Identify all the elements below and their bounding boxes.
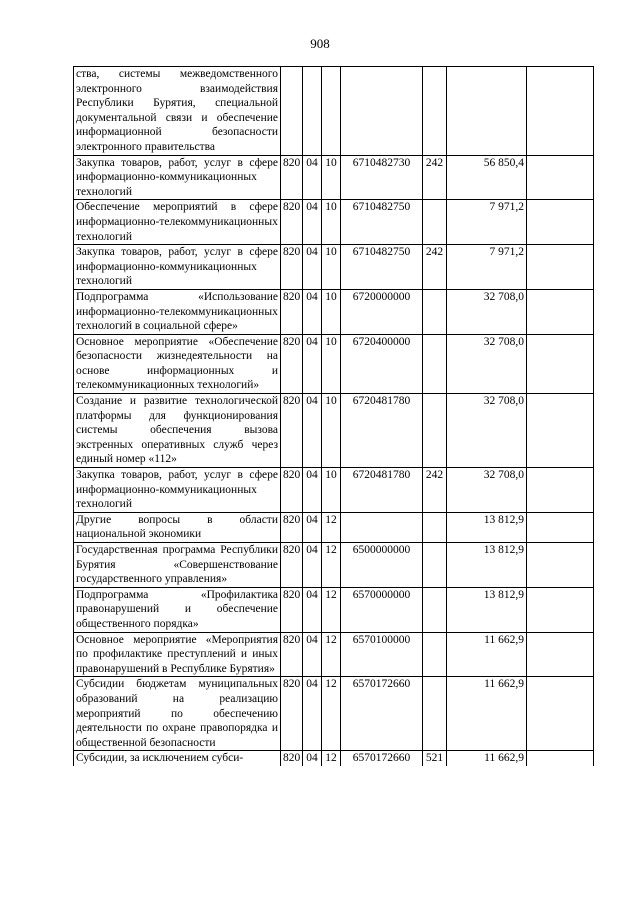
row-sum-cell: 56 850,4 bbox=[447, 155, 527, 200]
row-empty-cell bbox=[527, 512, 594, 542]
row-empty-cell bbox=[527, 245, 594, 290]
row-name-cell: Основное мероприятие «Обеспечение безопасности жизнедеятельности на основе информационных и телекоммуникационных технологий» bbox=[74, 334, 281, 393]
row-name-cell: Другие вопросы в области национальной экономики bbox=[74, 512, 281, 542]
row-empty-cell bbox=[527, 543, 594, 588]
row-empty-cell bbox=[527, 468, 594, 513]
row-empty-cell bbox=[527, 334, 594, 393]
row-vr-cell bbox=[423, 512, 447, 542]
row-vr-cell bbox=[423, 334, 447, 393]
row-sum-cell: 13 812,9 bbox=[447, 512, 527, 542]
row-pr-cell: 10 bbox=[322, 245, 341, 290]
row-csr-cell: 6570000000 bbox=[341, 587, 423, 632]
table-row bbox=[74, 245, 594, 290]
row-csr-cell: 6500000000 bbox=[341, 543, 423, 588]
row-ved-cell: 820 bbox=[281, 289, 303, 334]
table-row bbox=[74, 289, 594, 334]
row-name-cell: Субсидии бюджетам муниципальных образований на реализацию мероприятий по обеспечению деятельности по охране правопорядка и общественной безопасности bbox=[74, 677, 281, 751]
row-csr-cell: 6720481780 bbox=[341, 394, 423, 468]
row-ved-cell: 820 bbox=[281, 677, 303, 751]
row-csr-cell: 6710482750 bbox=[341, 200, 423, 245]
row-sum-cell bbox=[447, 67, 527, 156]
row-ved-cell: 820 bbox=[281, 200, 303, 245]
row-pr-cell: 10 bbox=[322, 334, 341, 393]
row-vr-cell bbox=[423, 289, 447, 334]
table-row bbox=[74, 200, 594, 245]
row-ved-cell: 820 bbox=[281, 245, 303, 290]
row-name-cell: Закупка товаров, работ, услуг в сфере информационно-коммуникационных технологий bbox=[74, 468, 281, 513]
row-name-cell: Государственная программа Республики Бурятия «Совершенствование государственного управления» bbox=[74, 543, 281, 588]
row-empty-cell bbox=[527, 394, 594, 468]
row-csr-cell bbox=[341, 512, 423, 542]
row-pr-cell: 10 bbox=[322, 468, 341, 513]
row-ved-cell bbox=[281, 67, 303, 156]
row-pr-cell: 12 bbox=[322, 751, 341, 766]
row-ved-cell: 820 bbox=[281, 512, 303, 542]
row-vr-cell bbox=[423, 67, 447, 156]
row-rz-cell: 04 bbox=[303, 200, 322, 245]
row-rz-cell: 04 bbox=[303, 543, 322, 588]
row-ved-cell: 820 bbox=[281, 155, 303, 200]
table-row bbox=[74, 67, 594, 156]
row-pr-cell: 12 bbox=[322, 632, 341, 677]
row-csr-cell: 6710482750 bbox=[341, 245, 423, 290]
row-ved-cell: 820 bbox=[281, 334, 303, 393]
row-ved-cell: 820 bbox=[281, 543, 303, 588]
row-vr-cell bbox=[423, 632, 447, 677]
row-vr-cell: 242 bbox=[423, 468, 447, 513]
row-empty-cell bbox=[527, 67, 594, 156]
row-sum-cell: 11 662,9 bbox=[447, 751, 527, 766]
row-sum-cell: 32 708,0 bbox=[447, 394, 527, 468]
row-name-cell: Закупка товаров, работ, услуг в сфере информационно-коммуникационных технологий bbox=[74, 155, 281, 200]
row-rz-cell: 04 bbox=[303, 394, 322, 468]
row-sum-cell: 7 971,2 bbox=[447, 200, 527, 245]
row-vr-cell: 521 bbox=[423, 751, 447, 766]
row-vr-cell bbox=[423, 677, 447, 751]
row-rz-cell bbox=[303, 67, 322, 156]
row-pr-cell: 12 bbox=[322, 677, 341, 751]
table-row bbox=[74, 512, 594, 542]
row-csr-cell bbox=[341, 67, 423, 156]
row-sum-cell: 13 812,9 bbox=[447, 543, 527, 588]
row-pr-cell: 10 bbox=[322, 289, 341, 334]
row-empty-cell bbox=[527, 155, 594, 200]
row-vr-cell bbox=[423, 587, 447, 632]
row-sum-cell: 7 971,2 bbox=[447, 245, 527, 290]
row-ved-cell: 820 bbox=[281, 468, 303, 513]
row-rz-cell: 04 bbox=[303, 468, 322, 513]
row-csr-cell: 6710482730 bbox=[341, 155, 423, 200]
row-vr-cell bbox=[423, 394, 447, 468]
row-rz-cell: 04 bbox=[303, 512, 322, 542]
row-vr-cell bbox=[423, 200, 447, 245]
table-row bbox=[74, 155, 594, 200]
table-row bbox=[74, 677, 594, 751]
row-empty-cell bbox=[527, 200, 594, 245]
budget-table bbox=[73, 66, 594, 766]
row-rz-cell: 04 bbox=[303, 334, 322, 393]
table-row bbox=[74, 394, 594, 468]
table-row bbox=[74, 751, 594, 766]
row-csr-cell: 6570172660 bbox=[341, 677, 423, 751]
row-pr-cell: 10 bbox=[322, 394, 341, 468]
row-name-cell: Подпрограмма «Профилактика правонарушений и обеспечение общественного порядка» bbox=[74, 587, 281, 632]
page-number: 908 bbox=[310, 36, 330, 51]
row-sum-cell: 32 708,0 bbox=[447, 289, 527, 334]
row-vr-cell: 242 bbox=[423, 245, 447, 290]
row-sum-cell: 32 708,0 bbox=[447, 334, 527, 393]
table-body bbox=[74, 67, 594, 766]
row-sum-cell: 32 708,0 bbox=[447, 468, 527, 513]
row-pr-cell bbox=[322, 67, 341, 156]
row-ved-cell: 820 bbox=[281, 587, 303, 632]
row-rz-cell: 04 bbox=[303, 751, 322, 766]
row-sum-cell: 13 812,9 bbox=[447, 587, 527, 632]
row-pr-cell: 12 bbox=[322, 512, 341, 542]
row-name-cell: Создание и развитие технологической платформы для функционирования системы обеспечения вызова экстренных оперативных служб через единый номер «112» bbox=[74, 394, 281, 468]
row-csr-cell: 6720400000 bbox=[341, 334, 423, 393]
row-rz-cell: 04 bbox=[303, 289, 322, 334]
row-rz-cell: 04 bbox=[303, 677, 322, 751]
row-pr-cell: 12 bbox=[322, 543, 341, 588]
row-vr-cell bbox=[423, 543, 447, 588]
table-row bbox=[74, 334, 594, 393]
row-empty-cell bbox=[527, 632, 594, 677]
row-name-cell: Основное мероприятие «Мероприятия по профилактике преступлений и иных правонарушений в Республике Бурятия» bbox=[74, 632, 281, 677]
row-rz-cell: 04 bbox=[303, 632, 322, 677]
row-sum-cell: 11 662,9 bbox=[447, 677, 527, 751]
row-empty-cell bbox=[527, 289, 594, 334]
row-rz-cell: 04 bbox=[303, 245, 322, 290]
row-rz-cell: 04 bbox=[303, 155, 322, 200]
table-row bbox=[74, 587, 594, 632]
row-pr-cell: 12 bbox=[322, 587, 341, 632]
row-ved-cell: 820 bbox=[281, 394, 303, 468]
row-name-cell: ства, системы межведомственного электронного взаимодействия Республики Бурятия, специальной документальной связи и обеспечение информационной безопасности электронного правительства bbox=[74, 67, 281, 156]
row-ved-cell: 820 bbox=[281, 632, 303, 677]
row-empty-cell bbox=[527, 677, 594, 751]
table-row bbox=[74, 468, 594, 513]
row-csr-cell: 6570172660 bbox=[341, 751, 423, 766]
row-empty-cell bbox=[527, 751, 594, 766]
row-name-cell: Обеспечение мероприятий в сфере информационно-телекоммуникационных технологий bbox=[74, 200, 281, 245]
row-name-cell: Закупка товаров, работ, услуг в сфере информационно-коммуникационных технологий bbox=[74, 245, 281, 290]
row-sum-cell: 11 662,9 bbox=[447, 632, 527, 677]
row-vr-cell: 242 bbox=[423, 155, 447, 200]
row-empty-cell bbox=[527, 587, 594, 632]
row-ved-cell: 820 bbox=[281, 751, 303, 766]
row-csr-cell: 6570100000 bbox=[341, 632, 423, 677]
row-rz-cell: 04 bbox=[303, 587, 322, 632]
row-csr-cell: 6720481780 bbox=[341, 468, 423, 513]
table-row bbox=[74, 543, 594, 588]
row-name-cell: Субсидии, за исключением субси- bbox=[74, 751, 281, 766]
row-name-cell: Подпрограмма «Использование информационно-телекоммуникационных технологий в социальной сфере» bbox=[74, 289, 281, 334]
row-pr-cell: 10 bbox=[322, 200, 341, 245]
row-csr-cell: 6720000000 bbox=[341, 289, 423, 334]
row-pr-cell: 10 bbox=[322, 155, 341, 200]
table-row bbox=[74, 632, 594, 677]
